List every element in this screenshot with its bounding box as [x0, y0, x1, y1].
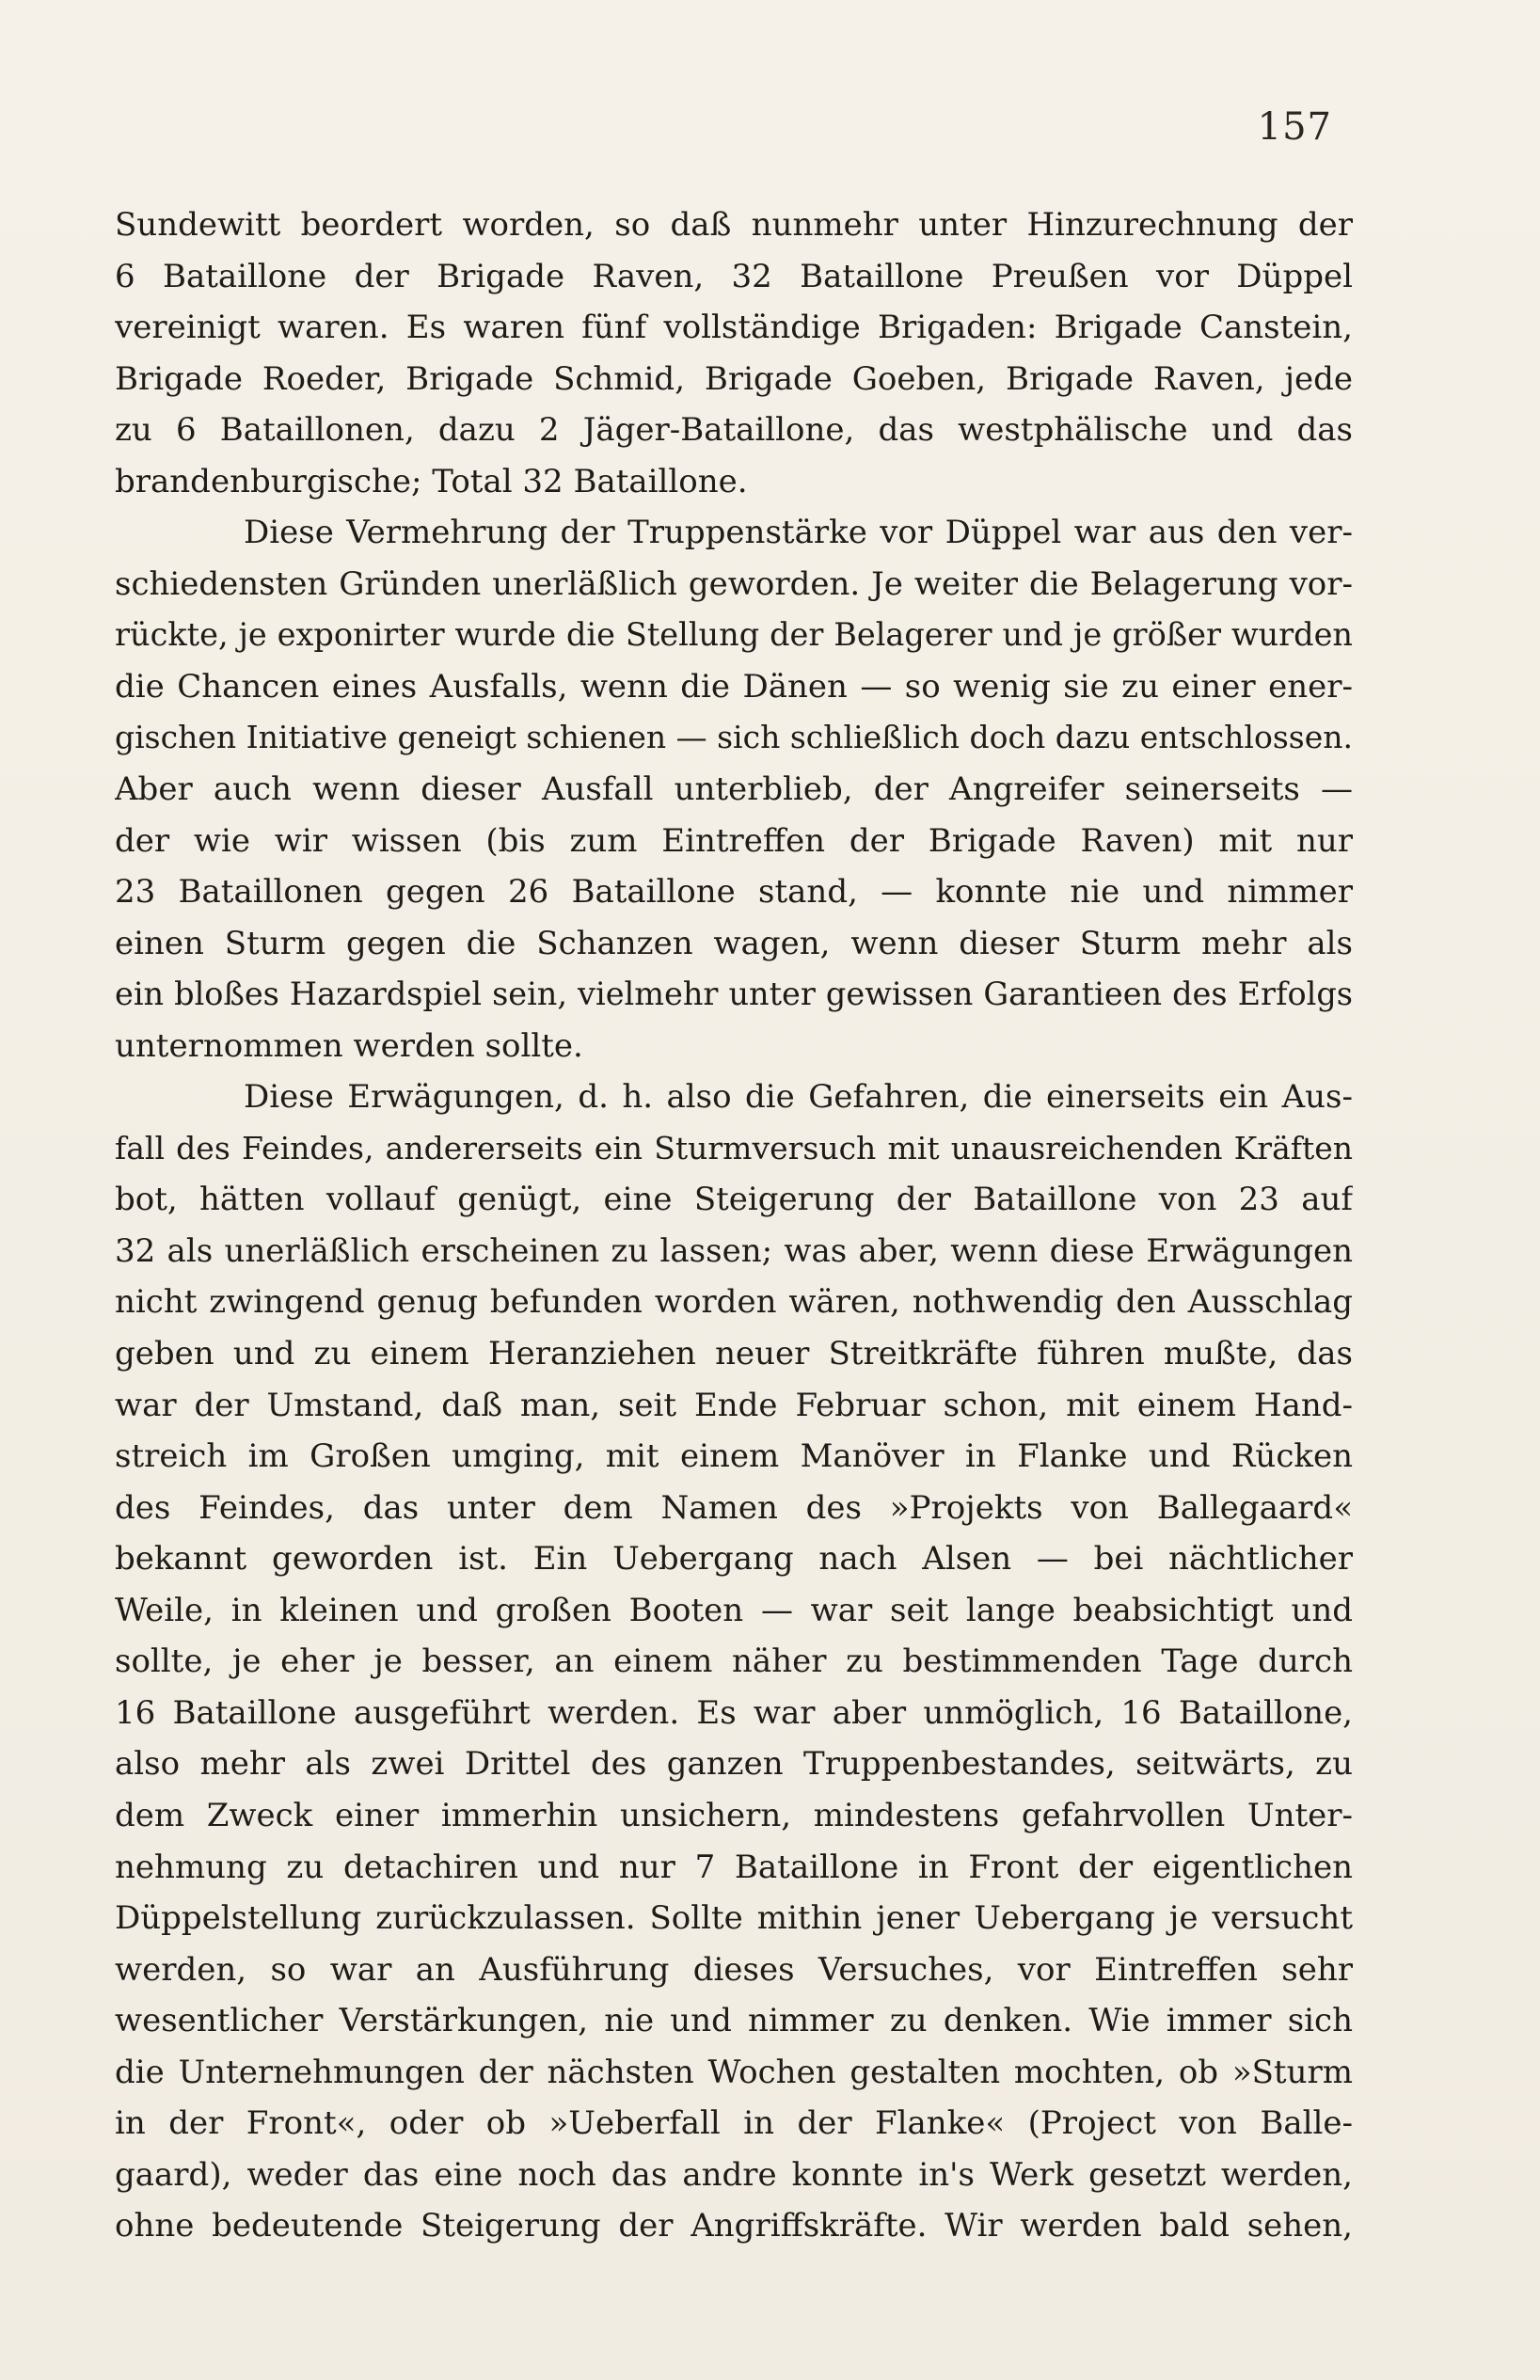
- text-line: Diese Vermehrung der Truppenstärke vor Düppel war aus den ver-: [244, 514, 1353, 552]
- text-line: 16 Bataillone ausgeführt werden. Es war aber unmöglich, 16 Bataillone,: [115, 1693, 1353, 1732]
- text-line: bot, hätten vollauf genügt, eine Steigerung der Bataillone von 23 auf: [115, 1181, 1353, 1219]
- text-line: werden, so war an Ausführung dieses Versuches, vor Eintreffen sehr: [115, 1950, 1353, 1989]
- text-line: 6 Bataillone der Brigade Raven, 32 Bataillone Preußen vor Düppel: [115, 257, 1353, 295]
- text-line: fall des Feindes, andererseits ein Sturmversuch mit unausreichenden Kräften: [115, 1129, 1353, 1166]
- text-line: gaard), weder das eine noch das andre konnte in's Werk gesetzt werden,: [115, 2155, 1353, 2194]
- text-line: der wie wir wissen (bis zum Eintreffen der Brigade Raven) mit nur: [115, 821, 1353, 860]
- text-line: sollte, je eher je besser, an einem näher zu bestimmenden Tage durch: [115, 1642, 1353, 1681]
- text-line: Düppelstellung zurückzulassen. Sollte mithin jener Uebergang je versucht: [115, 1899, 1353, 1938]
- text-line: Brigade Roeder, Brigade Schmid, Brigade Goeben, Brigade Raven, jede: [115, 359, 1353, 398]
- text-line: also mehr als zwei Drittel des ganzen Truppenbestandes, seitwärts, zu: [115, 1745, 1353, 1784]
- page-number: 157: [1257, 105, 1332, 149]
- text-line: brandenburgische; Total 32 Bataillone.: [115, 462, 748, 500]
- text-line: Sundewitt beordert worden, so daß nunmehr unter Hinzurechnung der: [115, 206, 1353, 244]
- text-line: wesentlicher Verstärkungen, nie und nimmer zu denken. Wie immer sich: [115, 2002, 1353, 2040]
- text-line: Diese Erwägungen, d. h. also die Gefahren, die einerseits ein Aus-: [244, 1078, 1353, 1117]
- body-text: [115, 199, 1353, 2252]
- text-line: ohne bedeutende Steigerung der Angriffskräfte. Wir werden bald sehen,: [115, 2207, 1353, 2245]
- text-line: vereinigt waren. Es waren fünf vollständige Brigaden: Brigade Canstein,: [115, 309, 1353, 347]
- text-line: nicht zwingend genug befunden worden wären, nothwendig den Ausschlag: [115, 1283, 1353, 1322]
- text-line: die Unternehmungen der nächsten Wochen gestalten mochten, ob »Sturm: [115, 2053, 1353, 2091]
- text-line: rückte, je exponirter wurde die Stellung der Belagerer und je größer wurden: [115, 616, 1353, 654]
- text-line: zu 6 Bataillonen, dazu 2 Jäger-Bataillone, das westphälische und das: [115, 411, 1353, 450]
- text-line: bekannt geworden ist. Ein Uebergang nach Alsen — bei nächtlicher: [115, 1540, 1353, 1579]
- text-line: geben und zu einem Heranziehen neuer Streitkräfte führen mußte, das: [115, 1335, 1353, 1373]
- text-line: 23 Bataillonen gegen 26 Bataillone stand, — konnte nie und nimmer: [115, 873, 1353, 912]
- text-line: die Chancen eines Ausfalls, wenn die Dänen — so wenig sie zu einer ener-: [115, 667, 1353, 706]
- text-line: Aber auch wenn dieser Ausfall unterblieb, der Angreifer seinerseits —: [115, 770, 1353, 809]
- text-line: ein bloßes Hazardspiel sein, vielmehr unter gewissen Garantieen des Erfolgs: [115, 976, 1353, 1013]
- text-line: 32 als unerläßlich erscheinen zu lassen; was aber, wenn diese Erwägungen: [115, 1231, 1353, 1270]
- text-line: unternommen werden sollte.: [115, 1026, 583, 1065]
- text-line: schiedensten Gründen unerläßlich geworden. Je weiter die Belagerung vor-: [115, 564, 1353, 603]
- text-line: Weile, in kleinen und großen Booten — war seit lange beabsichtigt und: [115, 1591, 1353, 1629]
- text-line: streich im Großen umging, mit einem Manöver in Flanke und Rücken: [115, 1437, 1353, 1476]
- text-line: einen Sturm gegen die Schanzen wagen, wenn dieser Sturm mehr als: [115, 924, 1353, 962]
- text-line: gischen Initiative geneigt schienen — sich schließlich doch dazu entschlossen.: [115, 719, 1353, 756]
- text-line: dem Zweck einer immerhin unsichern, mindestens gefahrvollen Unter-: [115, 1796, 1353, 1834]
- text-line: des Feindes, das unter dem Namen des »Projekts von Ballegaard«: [115, 1488, 1353, 1527]
- text-line: nehmung zu detachiren und nur 7 Bataillone in Front der eigentlichen: [115, 1848, 1353, 1886]
- text-line: in der Front«, oder ob »Ueberfall in der Flanke« (Project von Balle-: [115, 2104, 1353, 2143]
- text-line: war der Umstand, daß man, seit Ende Februar schon, mit einem Hand-: [115, 1386, 1353, 1424]
